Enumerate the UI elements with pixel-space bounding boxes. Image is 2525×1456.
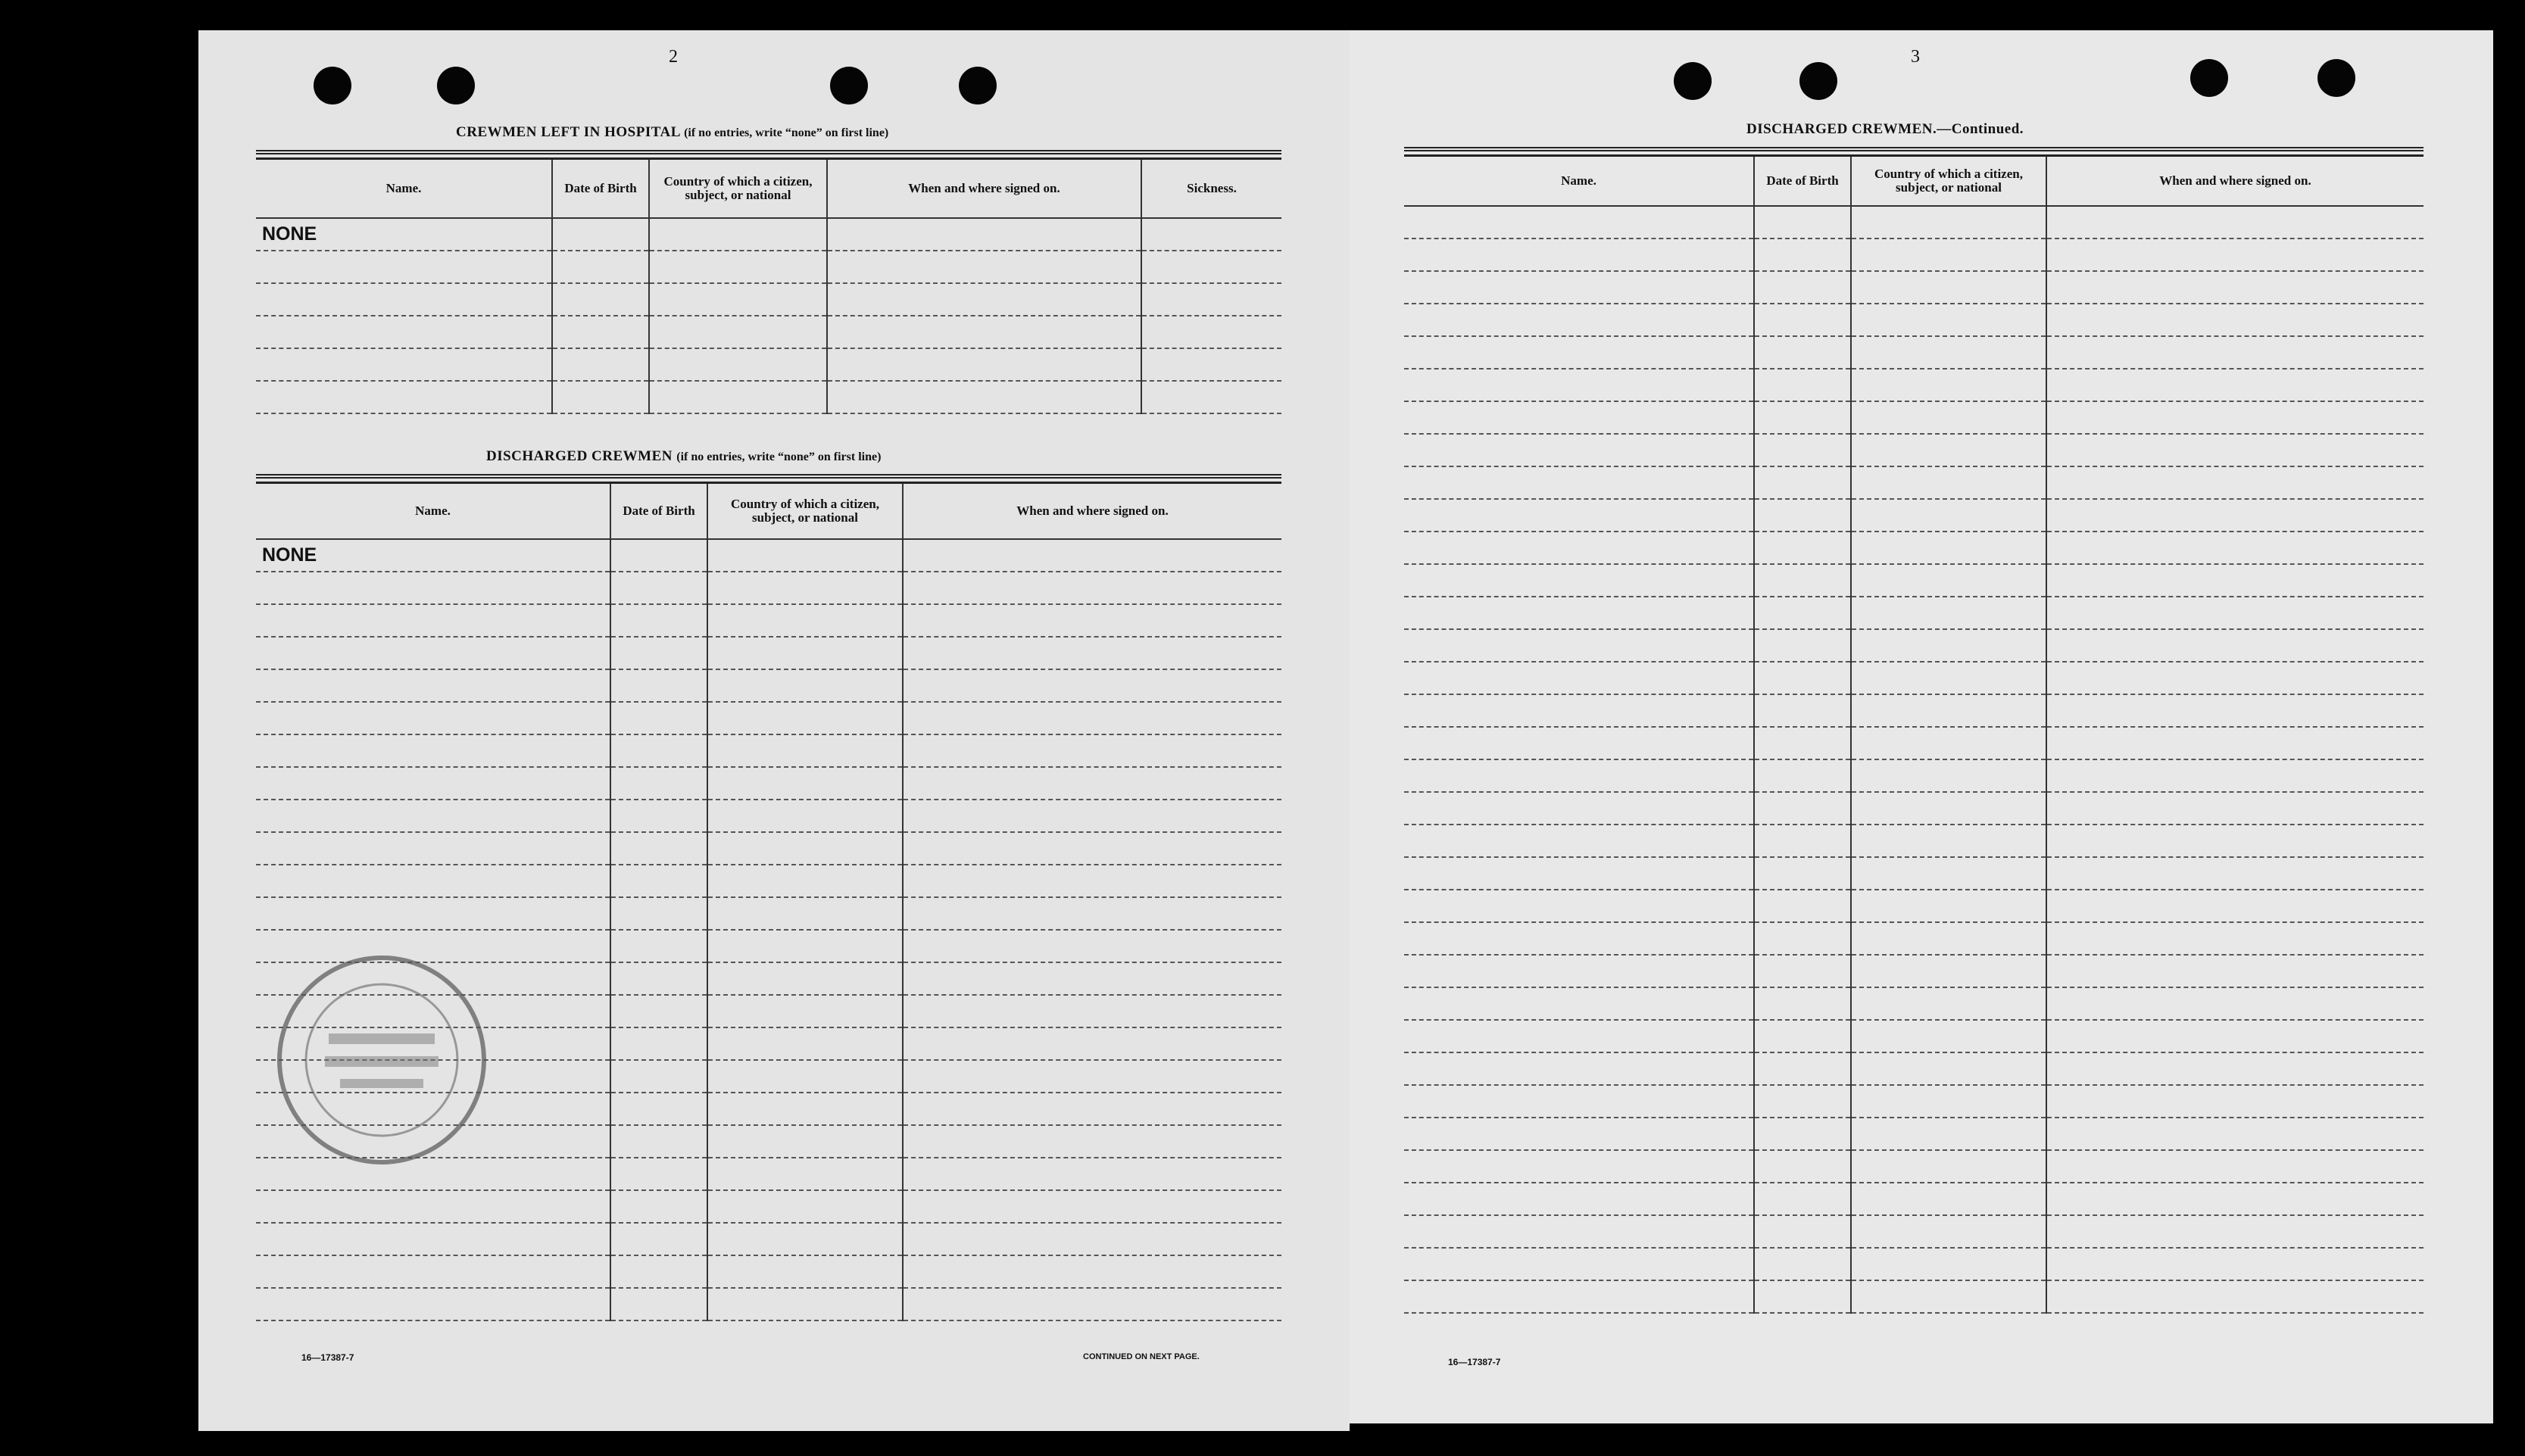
table-row — [1404, 1183, 2424, 1215]
table-row — [1404, 1052, 2424, 1085]
col-signed-on: When and where signed on. — [2046, 156, 2424, 206]
punch-hole — [830, 67, 868, 104]
table-row — [256, 734, 1281, 767]
discharged-title-note: (if no entries, write “none” on first line) — [676, 451, 882, 463]
page-number: 2 — [669, 47, 678, 67]
table-row — [1404, 792, 2424, 825]
rule — [256, 474, 1281, 479]
page-number: 3 — [1911, 47, 1920, 67]
table-row — [1404, 597, 2424, 629]
col-date-of-birth: Date of Birth — [552, 159, 649, 218]
table-row — [256, 1255, 1281, 1288]
punch-hole — [1674, 62, 1712, 100]
table-row — [256, 348, 1281, 381]
rule — [256, 150, 1281, 154]
table-row — [1404, 825, 2424, 857]
table-row — [256, 1288, 1281, 1320]
table-row — [1404, 1150, 2424, 1183]
table-row — [256, 381, 1281, 413]
table-row — [1404, 922, 2424, 955]
table-row — [1404, 499, 2424, 532]
name-cell: NONE — [256, 218, 552, 251]
hospital-table — [256, 157, 1281, 414]
hospital-title-text: CREWMEN LEFT IN HOSPITAL — [456, 124, 680, 140]
form-number: 16—17387-7 — [1448, 1357, 1501, 1367]
table-row — [1404, 1215, 2424, 1248]
table-row — [1404, 1280, 2424, 1313]
col-date-of-birth: Date of Birth — [610, 483, 707, 539]
table-row — [256, 702, 1281, 734]
table-row — [256, 669, 1281, 702]
table-row — [1404, 564, 2424, 597]
table-row — [1404, 401, 2424, 434]
table-row — [1404, 1085, 2424, 1118]
continued-note: CONTINUED ON NEXT PAGE. — [1083, 1352, 1200, 1361]
table-row — [1404, 1118, 2424, 1150]
table-row — [256, 316, 1281, 348]
official-stamp — [268, 946, 495, 1174]
hospital-title-note: (if no entries, write “none” on first line) — [684, 126, 889, 139]
hospital-section-title — [456, 124, 888, 141]
table-row — [1404, 304, 2424, 336]
col-sickness: Sickness. — [1141, 159, 1281, 218]
col-signed-on: When and where signed on. — [827, 159, 1141, 218]
table-row — [256, 865, 1281, 897]
col-name: Name. — [256, 159, 552, 218]
table-row — [256, 283, 1281, 316]
col-signed-on: When and where signed on. — [903, 483, 1281, 539]
discharged-section-title — [486, 448, 881, 465]
punch-hole — [437, 67, 475, 104]
table-row — [1404, 271, 2424, 304]
table-row — [256, 832, 1281, 865]
table-row — [256, 539, 1281, 572]
form-number: 16—17387-7 — [301, 1352, 354, 1363]
table-row — [1404, 759, 2424, 792]
rule — [1404, 147, 2424, 151]
table-row — [1404, 1248, 2424, 1280]
punch-hole — [314, 67, 351, 104]
table-row — [256, 251, 1281, 283]
table-row — [1404, 532, 2424, 564]
table-row — [256, 218, 1281, 251]
discharged-continued-table — [1404, 154, 2424, 1314]
table-row — [1404, 239, 2424, 271]
table-row — [1404, 434, 2424, 466]
table-row — [256, 767, 1281, 800]
table-row — [256, 637, 1281, 669]
table-row — [1404, 206, 2424, 239]
col-name: Name. — [1404, 156, 1754, 206]
table-row — [256, 1223, 1281, 1255]
table-row — [1404, 1020, 2424, 1052]
table-row — [256, 604, 1281, 637]
right-page — [1350, 30, 2493, 1423]
discharged-title-text: DISCHARGED CREWMEN — [486, 448, 673, 464]
punch-hole — [1799, 62, 1837, 100]
table-row — [256, 1190, 1281, 1223]
table-row — [256, 800, 1281, 832]
punch-hole — [2317, 59, 2355, 97]
punch-hole — [2190, 59, 2228, 97]
table-row — [1404, 694, 2424, 727]
table-row — [1404, 857, 2424, 890]
table-row — [1404, 369, 2424, 401]
table-row — [256, 897, 1281, 930]
table-row — [1404, 336, 2424, 369]
table-row — [1404, 629, 2424, 662]
col-date-of-birth: Date of Birth — [1754, 156, 1851, 206]
col-country: Country of which a citizen, subject, or national — [707, 483, 903, 539]
right-section-title: DISCHARGED CREWMEN.—Continued. — [1746, 121, 2024, 137]
name-cell: NONE — [256, 539, 610, 572]
punch-hole — [959, 67, 997, 104]
table-row — [1404, 727, 2424, 759]
col-country: Country of which a citizen, subject, or national — [649, 159, 827, 218]
col-country: Country of which a citizen, subject, or national — [1851, 156, 2046, 206]
table-row — [256, 572, 1281, 604]
col-name: Name. — [256, 483, 610, 539]
discharged-table — [256, 482, 1281, 1321]
table-row — [1404, 662, 2424, 694]
table-row — [1404, 955, 2424, 987]
table-row — [1404, 890, 2424, 922]
table-row — [1404, 987, 2424, 1020]
left-page — [198, 30, 1350, 1431]
table-row — [1404, 466, 2424, 499]
